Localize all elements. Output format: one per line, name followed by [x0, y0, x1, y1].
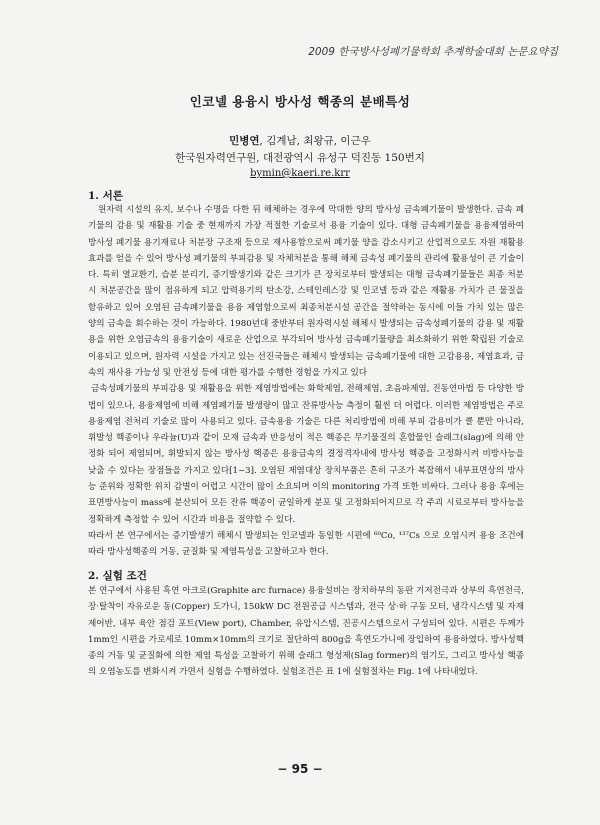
paragraph: 원자력 시설의 유지, 보수나 수명을 다한 뒤 해체하는 경우에 막대한 양의 방사성 금속폐기물이 발생한다. 금속 폐기물의 감용 및 재활용 기술 중 현재까지 가장 적절한 기술로서 용융 기술이 있다. 대형 금속폐기물을 용융제염하여 방사성 폐기물 용기재료나 처분장 구조재 등으로 재사용함으로써 폐기물 양을 감소시키고 산업적으로도 자원 재활용 효과를 얻을 수 있어 방사성 폐기물의 부피감용 및 자체처분을 통해 해체 금속성 폐기물의 관리에 활용성이 큰 기술이다. 특히 열교환기, 습분 분리기, 증기발생기와 같은 크기가 큰 장치로부터 발생되는 대형 금속폐기물들은 최종 처분 시 처분공간을 많이 점유하게 되고 압력용기의 탄소강, 스테인레스강 및 인코넬 등과 같은 재활용 가치가 큰 물질을 함유하고 있어 오염된 금속폐기물을 용융 제염함으로써 최종처분시설 공간을 절약하는 동시에 이들 가치 있는 많은 양의 금속을 회수하는 것이 가능하다. 1980년대 중반부터 원자력시설 해체시 발생되는 금속성폐기물의 감용 및 재활용을 위한 오염금속의 용융기술이 새로운 산업으로 부각되어 방사성 금속폐기물량을 최소화하기 위한 확립된 기술로 이용되고 있으며, 원자력 시설을 가지고 있는 선진국들은 해체시 발생되는 금속폐기물에 대한 고감용용, 제염효과, 금속의 재사용 가능성 및 안전성 등에 대한 평가를 수행한 경험을 가지고 있다 — [88, 205, 524, 378]
page-number: − 95 − — [277, 762, 323, 776]
section-heading-experimental: 2. 실험 조건 — [88, 570, 147, 582]
co-authors: , 김계남, 최왕규, 이근우 — [259, 135, 371, 147]
paragraph: 본 연구에서 사용된 흑연 아크로(Graphite arc furnace) 용융설비는 장치하부의 동판 기저전극과 상부의 흑연전극, 장·탈착이 자유로운 동(Copper) 도가니, 150kW DC 전원공급 시스템과, 전극 상·하 구동 모터, 냉각시스템 및 자재 제어반, 내부 육안 점검 포트(View port), Chamber, 유압시스템, 진공시스템으로서 구성되어 있다. 시편은 두께가 1mm인 시편을 가로세로 10mm×10mm의 크기로 절단하여 800g을 흑연도가니에 장입하여 용융하였다. 방사성핵종의 거동 및 균질화에 의한 제염 특성을 고찰하기 위해 슬래그 형성제(Slag former)의 염기도, 그리고 방사성 핵종의 오염농도를 변화시켜 가면서 실험을 수행하였다. 실험조건은 표 1에 실험절차는 Fig. 1에 나타내었다. — [88, 586, 524, 678]
running-head: 2009 한국방사성폐기물학회 추계학술대회 논문요약집 — [308, 46, 558, 58]
section-body-experimental — [88, 583, 524, 681]
paragraph: 따라서 본 연구에서는 증기발생기 해체시 발생되는 인코넬과 동일한 시편에 ⁶⁰Co, ¹³⁷Cs 으로 오염시켜 용융 조건에 따라 방사성핵종의 거동, 균질화 및 제염특성을 고찰하고자 한다. — [88, 530, 524, 558]
author-list — [0, 133, 600, 148]
section-heading-introduction: 1. 서론 — [88, 190, 123, 202]
paragraph: 금속성폐기물의 부피감용 및 재활용을 위한 제염방법에는 화학제염, 전해제염, 초음파제염, 진동연마법 등 다양한 방법이 있으나, 용융제염에 비해 제염폐기물 발생량이 많고 잔류방사능 측정이 훨씬 더 어렵다. 이러한 제염방법은 주로 용융제염 전처리 기술로 많이 사용되고 있다. 금속용융 기술은 다른 처리방법에 비해 부피 감용비가 클 뿐만 아니라, 휘발성 핵종이나 우라늄(U)과 같이 모재 금속과 반응성이 적은 핵종은 무기물질의 혼합물인 슬래그(slag)에 의해 안정화 되어 제염되며, 휘발되지 않는 방사성 핵종은 용융금속의 결정격자내에 방사성 핵종을 고정화시켜 비방사능을 낮출 수 있다는 장점들을 가지고 있다[1~3]. 오염된 제염대상 장치부품은 흔히 구조가 복잡해서 내부표면상의 방사능 준위와 정확한 위치 감별이 어렵고 시간이 많이 소요되며 이의 monitoring 가격 또한 비싸다. 그러나 용융 후에는 표면방사능이 mass에 분산되어 모든 잔류 핵종이 균일하게 분포 및 고정화되어지므로 각 주괴 시료로부터 방사능을 정확하게 측정할 수 있어 시간과 비용을 절약할 수 있다. — [88, 384, 524, 525]
lead-author: 민병연 — [229, 135, 260, 147]
author-email — [0, 168, 600, 179]
affiliation: 한국원자력연구원, 대전광역시 유성구 덕진동 150번지 — [175, 152, 425, 164]
paper-title: 인코넬 용융시 방사성 핵종의 분배특성 — [189, 94, 411, 109]
section-body-introduction — [88, 202, 524, 561]
email-link: bymin@kaeri.re.krr — [250, 168, 350, 179]
